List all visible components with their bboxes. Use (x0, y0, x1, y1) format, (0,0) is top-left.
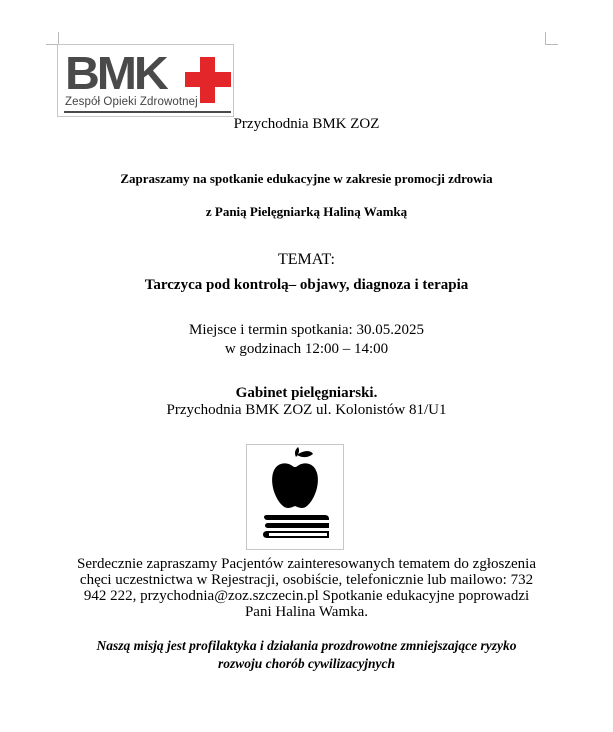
body-line-4: Pani Halina Wamka. (244, 604, 369, 620)
mission-line-2: rozwoju chorób cywilizacyjnych (217, 656, 395, 671)
bmk-logo (57, 44, 234, 117)
logo-subtitle: Zespół Opieki Zdrowotnej (65, 96, 198, 108)
mission-statement (40, 637, 573, 673)
body-line-1: Serdecznie zapraszamy Pacjentów zainteresowanych tematem do zgłoszenia (77, 556, 536, 572)
invitation-line-1: Zapraszamy na spotkanie edukacyjne w zakresie promocji zdrowia (120, 171, 493, 186)
body-line-2: chęci uczestnictwa w Rejestracji, osobiście, telefonicznie lub mailowo: 732 (79, 572, 534, 588)
schedule-hours: w godzinach 12:00 – 14:00 (224, 341, 389, 357)
location-address: Przychodnia BMK ZOZ ul. Kolonistów 81/U1 (166, 402, 447, 418)
topic-title: Tarczyca pod kontrolą– objawy, diagnoza i terapia (144, 277, 469, 293)
logo-word: BMK (65, 47, 166, 99)
clinic-name: Przychodnia BMK ZOZ (233, 116, 380, 132)
mission-line-1: Naszą misją jest profilaktyka i działania prozdrowotne zmniejszające ryzyko (96, 638, 517, 653)
invitation-line-2: z Panią Pielęgniarką Haliną Wamką (205, 204, 408, 219)
margin-corner-top-right (545, 32, 558, 45)
logo-underline (64, 111, 231, 113)
topic-label: TEMAT: (278, 251, 335, 268)
schedule-date: Miejsce i termin spotkania: 30.05.2025 (189, 322, 424, 338)
body-line-3: 942 222, przychodnia@zoz.szczecin.pl Spotkanie edukacyjne poprowadzi (83, 588, 530, 604)
location-room: Gabinet pielęgniarski. (235, 385, 378, 401)
apple-on-books-icon (246, 444, 344, 550)
body-paragraph (40, 556, 573, 620)
